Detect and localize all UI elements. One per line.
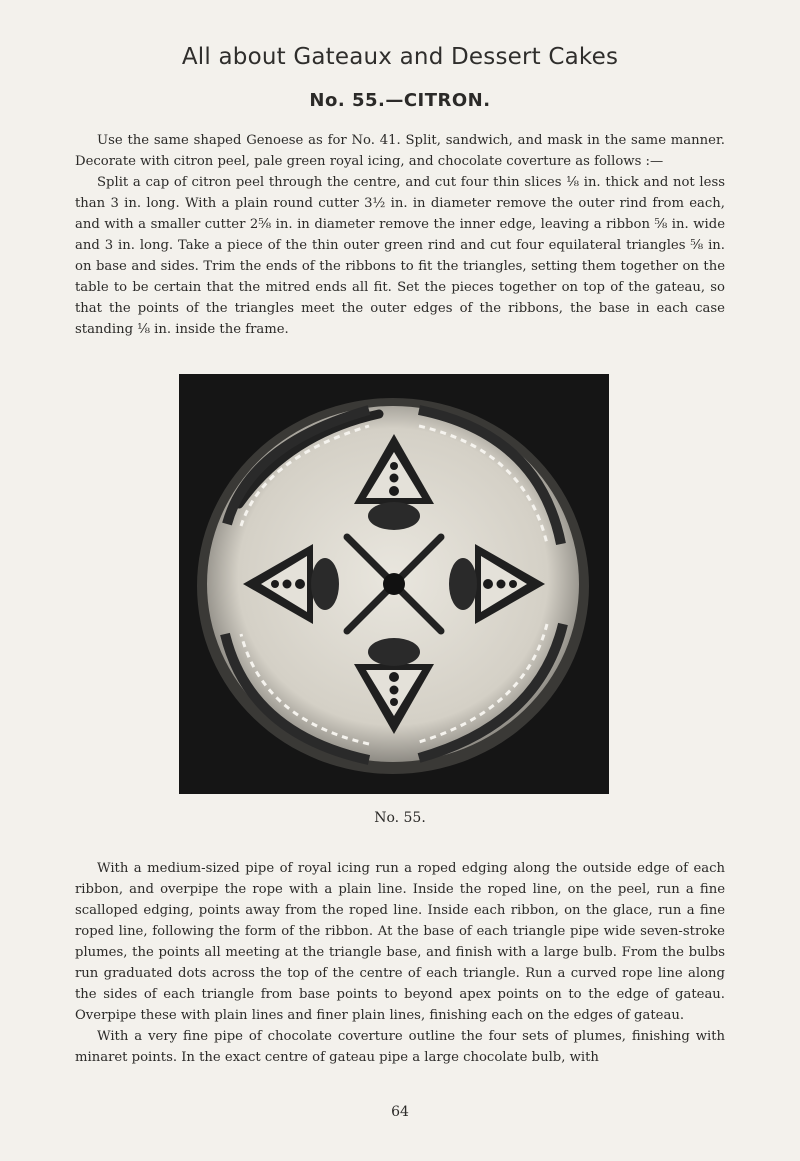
page-number: 64	[391, 1104, 409, 1120]
recipe-title: No. 55.—CITRON.	[309, 90, 491, 111]
gateau-illustration	[179, 374, 609, 794]
running-head: All about Gateaux and Dessert Cakes	[181, 44, 619, 70]
method-text	[75, 858, 725, 1068]
figure-caption: No. 55.	[374, 810, 426, 826]
intro-paragraph: Use the same shaped Genoese as for No. 41. Split, sandwich, and mask in the same manner. Decorate with citron peel, pale green royal icing, and chocolate coverture as follows :—	[75, 133, 725, 169]
method-paragraph: With a medium-sized pipe of royal icing run a roped edging along the outside edge of each ribbon, and overpipe the rope with a plain line. Inside the roped line, on the peel, run a fine scalloped edging, points away from the roped line. Inside each ribbon, on the glace, run a fine roped line, following the form of the ribbon. At the base of each triangle pipe wide seven-stroke plumes, the points all meeting at the triangle base, and finish with a large bulb. From the bulbs run graduated dots across the top of the centre of each triangle. Run a curved rope line along the sides of each triangle from base points to beyond apex points on to the edge of gateau. Overpipe these with plain lines and finer plain lines, finishing each on the edges of gateau.	[75, 861, 725, 1023]
method-paragraph: With a very fine pipe of chocolate coverture outline the four sets of plumes, finishing with minaret points. In the exact centre of gateau pipe a large chocolate bulb, with	[75, 1029, 725, 1065]
gateau-photograph	[179, 374, 609, 794]
intro-paragraph: Split a cap of citron peel through the centre, and cut four thin slices ⅛ in. thick and not less than 3 in. long. With a plain round cutter 3½ in. in diameter remove the outer rind from each, and with a smaller cutter 2⅝ in. in diameter remove the inner edge, leaving a ribbon ⅝ in. wide and 3 in. long. Take a piece of the thin outer green rind and cut four equilateral triangles ⅝ in. on base and sides. Trim the ends of the ribbons to fit the triangles, setting them together on the table to be certain that the mitred ends all fit. Set the pieces together on top of the gateau, so that the points of the triangles meet the outer edges of the ribbons, the base in each case standing ⅛ in. inside the frame.	[75, 175, 725, 337]
intro-text	[75, 130, 725, 340]
